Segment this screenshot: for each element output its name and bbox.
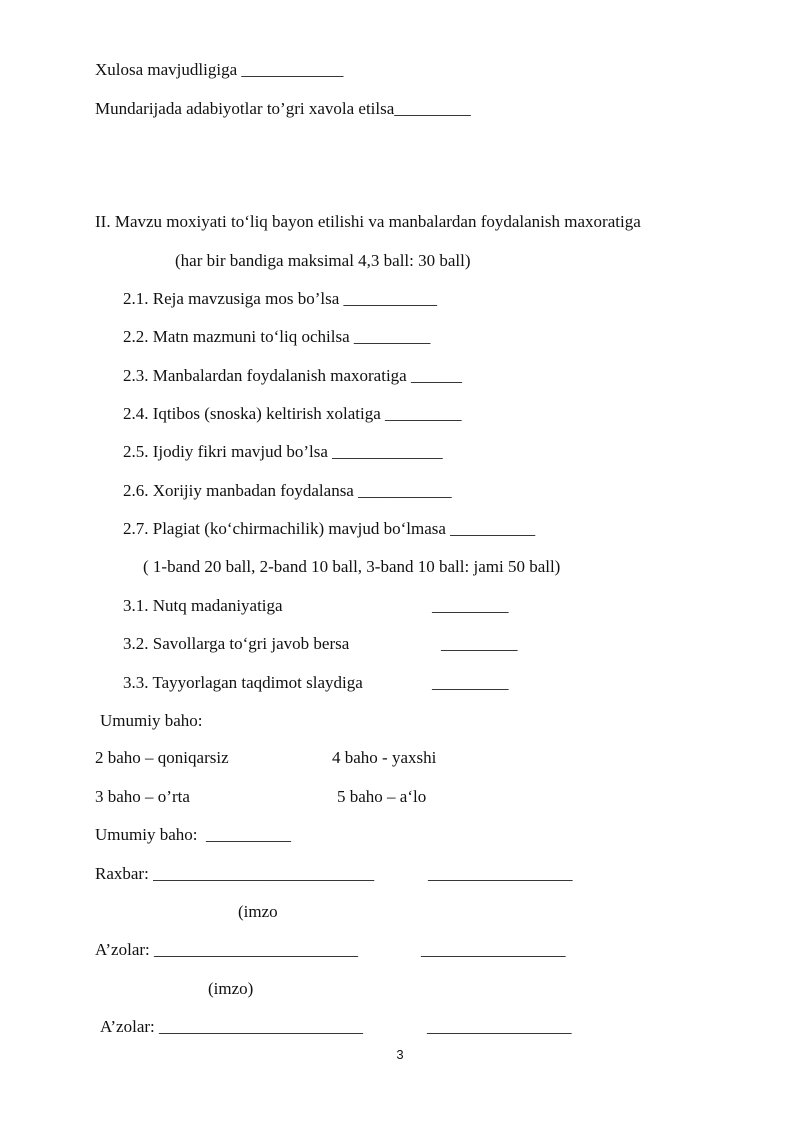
criterion-3-3-blank: _________	[432, 673, 509, 692]
overall-grade-line: Umumiy baho: __________	[95, 825, 291, 844]
criterion-3-2-blank: _________	[441, 634, 518, 653]
overall-grade-heading: Umumiy baho:	[100, 711, 203, 730]
signature-caption-1: (imzo	[238, 902, 278, 921]
references-criterion: Mundarijada adabiyotlar to’gri xavola etilsa_________	[95, 99, 471, 118]
criterion-2-6: 2.6. Xorijiy manbadan foydalansa ___________	[123, 481, 452, 500]
grade-3: 3 baho – o’rta	[95, 787, 190, 806]
grade-4: 4 baho - yaxshi	[332, 748, 437, 767]
criterion-2-3: 2.3. Manbalardan foydalanish maxoratiga ______	[123, 366, 462, 385]
criterion-2-2: 2.2. Matn mazmuni to‘liq ochilsa _________	[123, 327, 431, 346]
criterion-2-7: 2.7. Plagiat (ko‘chirmachilik) mavjud bo‘lmasa __________	[123, 519, 536, 538]
section-2-heading: II. Mavzu moxiyati to‘liq bayon etilishi va manbalardan foydalanish maxoratiga	[95, 212, 641, 231]
section-2-note: (har bir bandiga maksimal 4,3 ball: 30 ball)	[175, 251, 471, 270]
criterion-3-3-label: 3.3. Tayyorlagan taqdimot slaydiga	[123, 673, 363, 692]
members-line-1: A’zolar: ________________________	[95, 940, 359, 959]
criterion-2-5: 2.5. Ijodiy fikri mavjud bo’lsa _____________	[123, 442, 443, 461]
page-number: 3	[396, 1047, 404, 1062]
conclusion-criterion: Xulosa mavjudligiga ____________	[95, 60, 344, 79]
supervisor-signature-blank: _________________	[428, 864, 573, 883]
grade-5: 5 baho – a‘lo	[337, 787, 427, 806]
criterion-3-1-label: 3.1. Nutq madaniyatiga	[123, 596, 283, 615]
criterion-2-1: 2.1. Reja mavzusiga mos bo’lsa ___________	[123, 289, 437, 308]
signature-caption-2: (imzo)	[208, 979, 254, 998]
criterion-2-4: 2.4. Iqtibos (snoska) keltirish xolatiga _________	[123, 404, 462, 423]
members-line-2: A’zolar: ________________________	[100, 1017, 364, 1036]
grade-2: 2 baho – qoniqarsiz	[95, 748, 229, 767]
supervisor-line: Raxbar: __________________________	[95, 864, 375, 883]
members-signature-blank-2: _________________	[427, 1017, 572, 1036]
section-3-note: ( 1-band 20 ball, 2-band 10 ball, 3-band 10 ball: jami 50 ball)	[143, 557, 561, 576]
criterion-3-2-label: 3.2. Savollarga to‘gri javob bersa	[123, 634, 350, 653]
criterion-3-1-blank: _________	[432, 596, 509, 615]
members-signature-blank-1: _________________	[421, 940, 566, 959]
